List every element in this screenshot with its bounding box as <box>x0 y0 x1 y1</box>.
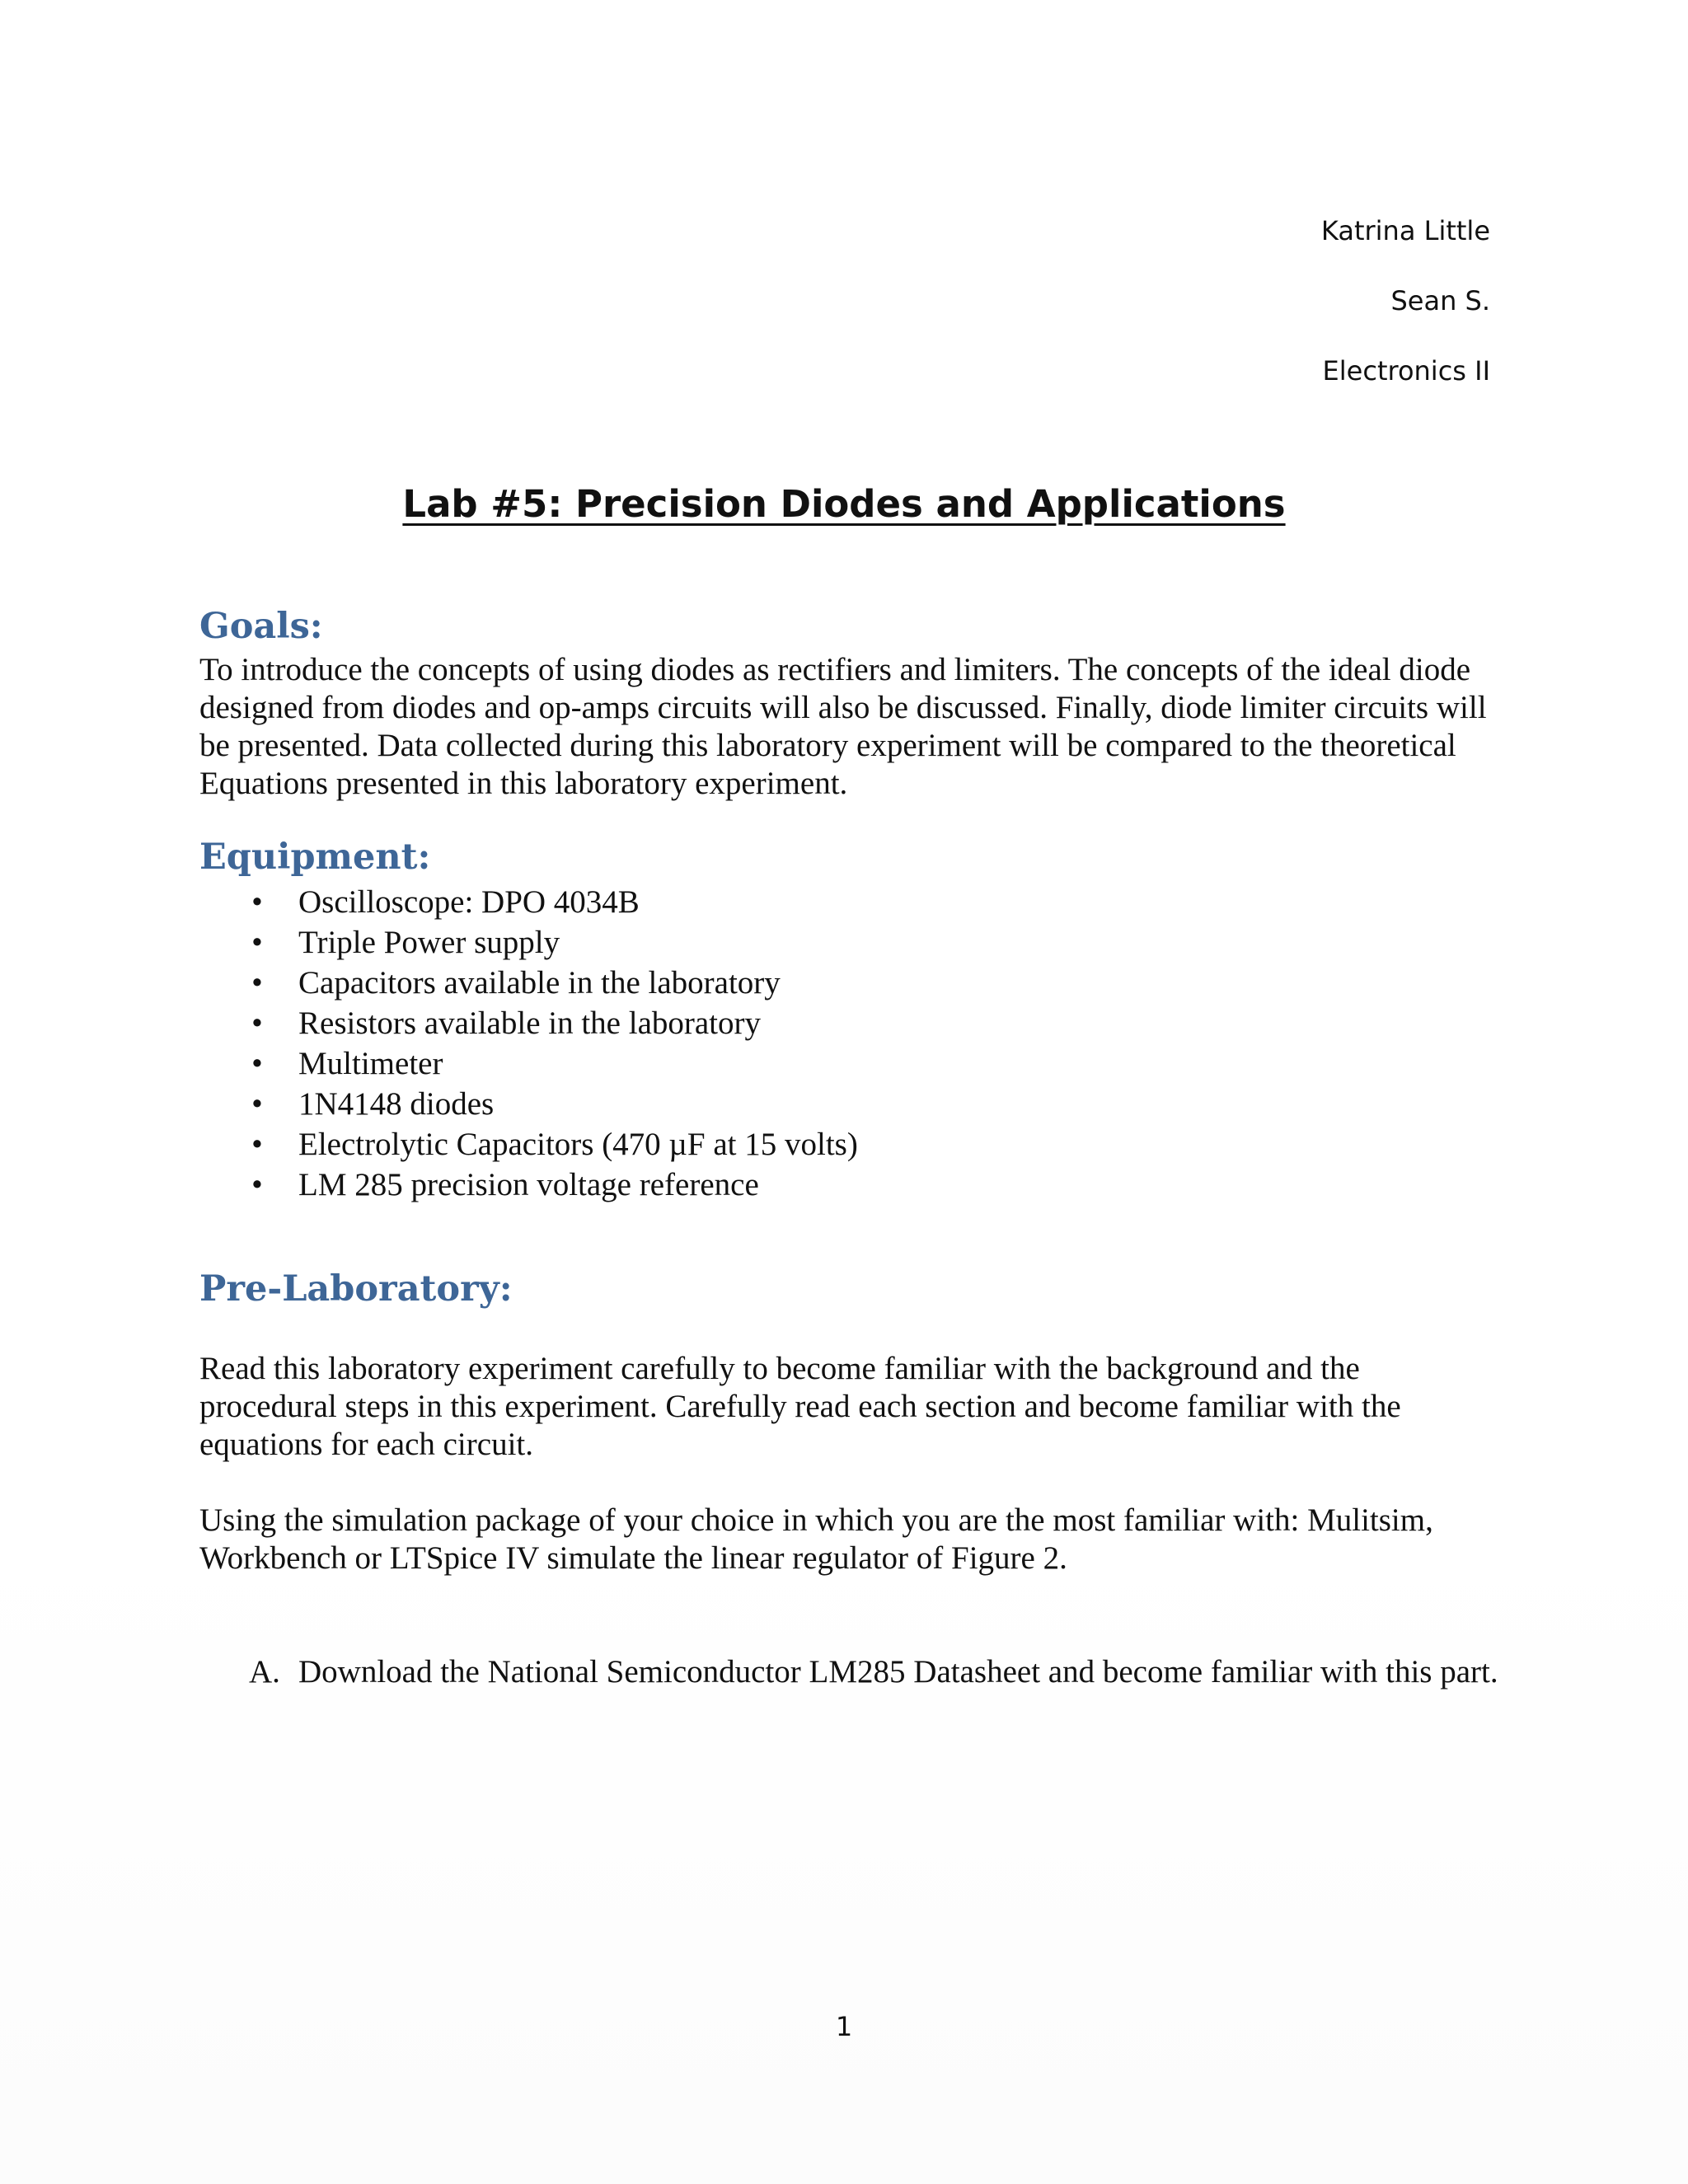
bullet-icon: • <box>251 965 263 1001</box>
list-item <box>249 882 1502 922</box>
prelab-paragraph: Read this laboratory experiment carefully to become familiar with the background and the procedural steps in this experiment. Carefully read each section and become familiar with the equations for each circuit. <box>199 1351 1401 1462</box>
equipment-item-text: Capacitors available in the laboratory <box>298 965 781 1001</box>
bullet-icon: • <box>251 1127 263 1162</box>
list-item <box>249 1084 1502 1124</box>
author-header <box>1321 196 1490 406</box>
equipment-heading: Equipment: <box>199 837 431 878</box>
equipment-item-text: Multimeter <box>298 1046 443 1081</box>
author-name: Katrina Little <box>1320 215 1490 246</box>
bullet-icon: • <box>251 884 263 920</box>
list-item <box>249 963 1502 1003</box>
step-text: Download the National Semiconductor LM285 Datasheet and become familiar with this part. <box>298 1654 1498 1690</box>
course-name: Electronics II <box>1322 355 1490 387</box>
document-title: Lab #5: Precision Diodes and Applications <box>402 482 1286 526</box>
equipment-item-text: Resistors available in the laboratory <box>298 1005 762 1041</box>
prelab-heading: Pre-Laboratory: <box>199 1268 513 1310</box>
bullet-icon: • <box>251 1167 263 1202</box>
equipment-list <box>199 882 1502 1205</box>
goals-heading: Goals: <box>199 606 323 647</box>
goals-paragraph: To introduce the concepts of using diodes as rectifiers and limiters. The concepts of the ideal diode designed from diodes and op-amps circuits will also be discussed. Finally, diode limiter circuits will be presented. Data collected during this laboratory experiment will be compared to the theoretical Equations presented in this laboratory experiment. <box>199 652 1487 801</box>
document-body <box>199 602 1502 1691</box>
page-number: 1 <box>835 2011 853 2042</box>
bullet-icon: • <box>251 1005 263 1041</box>
equipment-item-text: 1N4148 diodes <box>298 1086 495 1122</box>
equipment-item-text: Electrolytic Capacitors (470 µF at 15 volts) <box>298 1127 858 1162</box>
list-item <box>199 1653 1502 1691</box>
list-marker: A. <box>249 1654 280 1690</box>
list-item <box>249 1124 1502 1165</box>
equipment-item-text: Oscilloscope: DPO 4034B <box>298 884 640 920</box>
list-item <box>249 1003 1502 1043</box>
list-item <box>249 1165 1502 1205</box>
equipment-item-text: LM 285 precision voltage reference <box>298 1167 759 1202</box>
equipment-item-text: Triple Power supply <box>298 925 560 960</box>
partner-name: Sean S. <box>1390 285 1490 316</box>
bullet-icon: • <box>251 1046 263 1081</box>
bullet-icon: • <box>251 925 263 960</box>
list-item <box>249 922 1502 963</box>
bullet-icon: • <box>251 1086 263 1122</box>
list-item <box>249 1043 1502 1084</box>
prelab-paragraph: Using the simulation package of your choice in which you are the most familiar with: Mulitsim, Workbench or LTSpice IV simulate the linear regulator of Figure 2. <box>199 1502 1433 1576</box>
